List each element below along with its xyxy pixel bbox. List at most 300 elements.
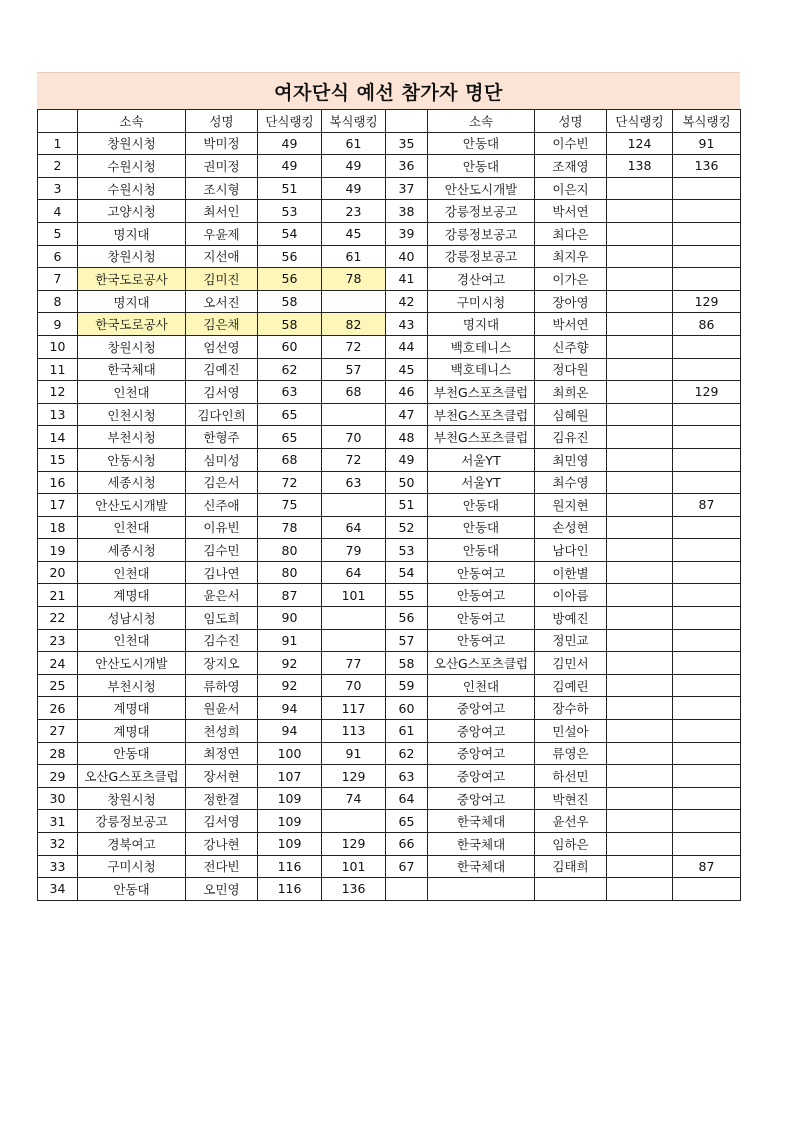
row-number: 24 [38,652,78,675]
row-number: 41 [386,268,428,291]
row-number: 60 [386,697,428,720]
row-number: 65 [386,810,428,833]
row-number: 17 [38,494,78,517]
team-cell: 안동대 [78,742,186,765]
row-number: 45 [386,358,428,381]
double-rank-cell [673,516,741,539]
double-rank-cell [322,290,386,313]
name-cell: 방예진 [535,607,607,630]
row-number: 48 [386,426,428,449]
row-number: 4 [38,200,78,223]
double-rank-cell: 57 [322,358,386,381]
row-number: 8 [38,290,78,313]
table-row [38,674,741,697]
double-rank-cell: 74 [322,787,386,810]
single-rank-cell: 58 [258,313,322,336]
double-rank-cell: 91 [322,742,386,765]
row-number: 34 [38,878,78,901]
double-rank-cell [673,697,741,720]
name-cell: 최희온 [535,381,607,404]
single-rank-cell [607,448,673,471]
row-number: 35 [386,132,428,155]
name-cell: 최수영 [535,471,607,494]
row-number: 15 [38,448,78,471]
single-rank-cell [607,200,673,223]
team-cell: 안산도시개발 [428,177,535,200]
single-rank-cell: 92 [258,674,322,697]
row-number: 51 [386,494,428,517]
single-rank-cell: 49 [258,155,322,178]
single-rank-cell [607,833,673,856]
row-number: 37 [386,177,428,200]
double-rank-cell: 82 [322,313,386,336]
double-rank-cell: 129 [322,833,386,856]
team-cell: 부천G스포츠클럽 [428,381,535,404]
table-row [38,787,741,810]
name-cell: 오서진 [186,290,258,313]
name-cell: 최민영 [535,448,607,471]
single-rank-cell [607,268,673,291]
team-cell: 인천대 [428,674,535,697]
name-cell: 김서영 [186,381,258,404]
double-rank-cell: 70 [322,674,386,697]
header-double-rank: 복식랭킹 [673,110,741,133]
row-number: 9 [38,313,78,336]
name-cell: 김민서 [535,652,607,675]
name-cell: 김은채 [186,313,258,336]
team-cell: 안동대 [428,155,535,178]
row-number: 36 [386,155,428,178]
row-number [386,878,428,901]
double-rank-cell: 129 [322,765,386,788]
team-cell: 한국체대 [78,358,186,381]
name-cell: 엄선영 [186,335,258,358]
team-cell: 창원시청 [78,245,186,268]
row-number: 43 [386,313,428,336]
team-cell: 부천시청 [78,426,186,449]
team-cell: 백호테니스 [428,358,535,381]
team-cell: 중앙여고 [428,742,535,765]
team-cell: 인천대 [78,381,186,404]
team-cell: 창원시청 [78,132,186,155]
double-rank-cell [673,584,741,607]
team-cell: 중앙여고 [428,765,535,788]
team-cell: 창원시청 [78,787,186,810]
double-rank-cell [673,561,741,584]
team-cell: 세종시청 [78,539,186,562]
team-cell: 안동대 [78,878,186,901]
team-cell: 한국체대 [428,833,535,856]
table-row [38,833,741,856]
double-rank-cell: 23 [322,200,386,223]
page-title: 여자단식 예선 참가자 명단 [37,72,740,109]
single-rank-cell: 65 [258,403,322,426]
row-number: 47 [386,403,428,426]
team-cell: 안동시청 [78,448,186,471]
double-rank-cell: 101 [322,855,386,878]
double-rank-cell [673,833,741,856]
team-cell: 경산여고 [428,268,535,291]
row-number: 56 [386,607,428,630]
name-cell: 김은서 [186,471,258,494]
header-no [38,110,78,133]
row-number: 12 [38,381,78,404]
single-rank-cell: 78 [258,516,322,539]
double-rank-cell [673,539,741,562]
single-rank-cell: 124 [607,132,673,155]
team-cell: 중앙여고 [428,720,535,743]
team-cell: 중앙여고 [428,787,535,810]
header-single-rank: 단식랭킹 [258,110,322,133]
single-rank-cell: 65 [258,426,322,449]
name-cell: 최다은 [535,222,607,245]
double-rank-cell [322,629,386,652]
name-cell: 김수민 [186,539,258,562]
single-rank-cell: 80 [258,561,322,584]
double-rank-cell: 87 [673,494,741,517]
team-cell: 오산G스포츠클럽 [428,652,535,675]
single-rank-cell [607,720,673,743]
team-cell: 인천대 [78,561,186,584]
table-row [38,561,741,584]
team-cell: 부천G스포츠클럽 [428,403,535,426]
row-number: 6 [38,245,78,268]
row-number: 62 [386,742,428,765]
table-row [38,381,741,404]
team-cell: 부천G스포츠클럽 [428,426,535,449]
single-rank-cell [607,516,673,539]
row-number: 18 [38,516,78,539]
row-number: 27 [38,720,78,743]
team-cell: 안동여고 [428,561,535,584]
table-row [38,607,741,630]
table-row [38,810,741,833]
row-number: 10 [38,335,78,358]
single-rank-cell [607,697,673,720]
name-cell: 김수진 [186,629,258,652]
single-rank-cell: 109 [258,833,322,856]
table-row [38,177,741,200]
single-rank-cell: 90 [258,607,322,630]
double-rank-cell [673,607,741,630]
header-no [386,110,428,133]
table-row [38,313,741,336]
row-number: 50 [386,471,428,494]
name-cell: 박서연 [535,313,607,336]
double-rank-cell: 87 [673,855,741,878]
team-cell: 안동대 [428,539,535,562]
single-rank-cell: 75 [258,494,322,517]
name-cell: 정다원 [535,358,607,381]
name-cell: 강나현 [186,833,258,856]
table-row [38,652,741,675]
double-rank-cell: 101 [322,584,386,607]
team-cell: 안동여고 [428,607,535,630]
row-number: 23 [38,629,78,652]
double-rank-cell [322,403,386,426]
row-number: 57 [386,629,428,652]
single-rank-cell: 94 [258,697,322,720]
team-cell: 구미시청 [428,290,535,313]
double-rank-cell [673,426,741,449]
single-rank-cell: 72 [258,471,322,494]
double-rank-cell [673,720,741,743]
team-cell: 경북여고 [78,833,186,856]
double-rank-cell: 64 [322,561,386,584]
row-number: 31 [38,810,78,833]
row-number: 1 [38,132,78,155]
header-team: 소속 [428,110,535,133]
single-rank-cell: 56 [258,245,322,268]
double-rank-cell: 64 [322,516,386,539]
single-rank-cell: 91 [258,629,322,652]
single-rank-cell: 94 [258,720,322,743]
table-row [38,584,741,607]
table-row [38,539,741,562]
row-number: 11 [38,358,78,381]
name-cell: 김유진 [535,426,607,449]
team-cell: 한국체대 [428,810,535,833]
single-rank-cell [607,584,673,607]
name-cell: 천성희 [186,720,258,743]
double-rank-cell [322,810,386,833]
double-rank-cell: 49 [322,177,386,200]
team-cell: 안산도시개발 [78,494,186,517]
row-number: 32 [38,833,78,856]
name-cell: 김나연 [186,561,258,584]
name-cell: 김태희 [535,855,607,878]
row-number: 2 [38,155,78,178]
double-rank-cell [673,471,741,494]
team-cell: 세종시청 [78,471,186,494]
name-cell: 김다인희 [186,403,258,426]
team-cell: 명지대 [78,290,186,313]
single-rank-cell [607,742,673,765]
double-rank-cell [322,607,386,630]
double-rank-cell [673,448,741,471]
single-rank-cell [607,607,673,630]
table-row [38,290,741,313]
team-cell: 강릉정보공고 [428,245,535,268]
table-row [38,222,741,245]
table-row [38,268,741,291]
single-rank-cell [607,494,673,517]
row-number: 49 [386,448,428,471]
team-cell: 구미시청 [78,855,186,878]
double-rank-cell: 86 [673,313,741,336]
table-row [38,335,741,358]
team-cell [428,878,535,901]
single-rank-cell: 49 [258,132,322,155]
single-rank-cell: 116 [258,878,322,901]
single-rank-cell [607,358,673,381]
single-rank-cell [607,313,673,336]
table-row [38,855,741,878]
row-number: 52 [386,516,428,539]
double-rank-cell: 129 [673,290,741,313]
double-rank-cell: 72 [322,448,386,471]
double-rank-cell [673,787,741,810]
name-cell: 박서연 [535,200,607,223]
name-cell: 최지우 [535,245,607,268]
single-rank-cell [607,674,673,697]
name-cell: 한형주 [186,426,258,449]
team-cell: 안동대 [428,132,535,155]
double-rank-cell: 49 [322,155,386,178]
team-cell: 한국도로공사 [78,313,186,336]
double-rank-cell: 77 [322,652,386,675]
name-cell: 김예린 [535,674,607,697]
name-cell: 심혜원 [535,403,607,426]
name-cell: 원지현 [535,494,607,517]
row-number: 28 [38,742,78,765]
single-rank-cell [607,471,673,494]
single-rank-cell [607,177,673,200]
table-body [38,132,741,900]
row-number: 46 [386,381,428,404]
name-cell: 김미진 [186,268,258,291]
double-rank-cell: 117 [322,697,386,720]
name-cell: 오민영 [186,878,258,901]
name-cell: 임하은 [535,833,607,856]
single-rank-cell: 54 [258,222,322,245]
single-rank-cell: 56 [258,268,322,291]
single-rank-cell: 116 [258,855,322,878]
table-row [38,720,741,743]
name-cell: 원윤서 [186,697,258,720]
single-rank-cell: 92 [258,652,322,675]
single-rank-cell: 138 [607,155,673,178]
row-number: 54 [386,561,428,584]
team-cell: 계명대 [78,584,186,607]
single-rank-cell [607,652,673,675]
team-cell: 강릉정보공고 [78,810,186,833]
row-number: 13 [38,403,78,426]
team-cell: 수원시청 [78,177,186,200]
double-rank-cell: 72 [322,335,386,358]
double-rank-cell: 91 [673,132,741,155]
header-name: 성명 [186,110,258,133]
name-cell: 김예진 [186,358,258,381]
name-cell: 이유빈 [186,516,258,539]
double-rank-cell [673,200,741,223]
table-row [38,155,741,178]
name-cell: 이한별 [535,561,607,584]
single-rank-cell [607,629,673,652]
team-cell: 창원시청 [78,335,186,358]
header-team: 소속 [78,110,186,133]
single-rank-cell [607,290,673,313]
single-rank-cell [607,765,673,788]
participant-table [37,109,741,901]
row-number: 64 [386,787,428,810]
row-number: 59 [386,674,428,697]
name-cell: 손성현 [535,516,607,539]
name-cell: 최정연 [186,742,258,765]
row-number: 16 [38,471,78,494]
team-cell: 계명대 [78,697,186,720]
team-cell: 안동여고 [428,629,535,652]
team-cell: 명지대 [78,222,186,245]
table-row [38,516,741,539]
double-rank-cell: 79 [322,539,386,562]
single-rank-cell [607,561,673,584]
double-rank-cell [673,878,741,901]
table-row [38,471,741,494]
row-number: 40 [386,245,428,268]
team-cell: 한국도로공사 [78,268,186,291]
name-cell: 이가은 [535,268,607,291]
single-rank-cell [607,878,673,901]
team-cell: 한국체대 [428,855,535,878]
name-cell: 김서영 [186,810,258,833]
row-number: 38 [386,200,428,223]
row-number: 42 [386,290,428,313]
table-row [38,697,741,720]
single-rank-cell: 80 [258,539,322,562]
row-number: 19 [38,539,78,562]
team-cell: 인천대 [78,629,186,652]
single-rank-cell: 62 [258,358,322,381]
row-number: 26 [38,697,78,720]
double-rank-cell [673,742,741,765]
team-cell: 서울YT [428,448,535,471]
table-row [38,403,741,426]
single-rank-cell [607,426,673,449]
double-rank-cell [673,177,741,200]
team-cell: 안산도시개발 [78,652,186,675]
row-number: 53 [386,539,428,562]
name-cell: 신주애 [186,494,258,517]
team-cell: 강릉정보공고 [428,222,535,245]
double-rank-cell: 70 [322,426,386,449]
single-rank-cell [607,403,673,426]
double-rank-cell [673,403,741,426]
row-number: 25 [38,674,78,697]
name-cell: 이은지 [535,177,607,200]
header-row [38,110,741,133]
name-cell: 이아름 [535,584,607,607]
name-cell: 이수빈 [535,132,607,155]
name-cell: 전다빈 [186,855,258,878]
team-cell: 오산G스포츠클럽 [78,765,186,788]
double-rank-cell [673,335,741,358]
single-rank-cell [607,855,673,878]
single-rank-cell [607,245,673,268]
double-rank-cell [673,629,741,652]
single-rank-cell [607,810,673,833]
name-cell: 임도희 [186,607,258,630]
table-row [38,426,741,449]
row-number: 3 [38,177,78,200]
team-cell: 인천대 [78,516,186,539]
team-cell: 명지대 [428,313,535,336]
name-cell: 류하영 [186,674,258,697]
team-cell: 부천시청 [78,674,186,697]
double-rank-cell [673,245,741,268]
team-cell: 고양시청 [78,200,186,223]
single-rank-cell [607,335,673,358]
name-cell: 정민교 [535,629,607,652]
row-number: 30 [38,787,78,810]
name-cell: 류영은 [535,742,607,765]
double-rank-cell [673,674,741,697]
name-cell: 장수하 [535,697,607,720]
table-row [38,742,741,765]
name-cell: 정한결 [186,787,258,810]
name-cell: 하선민 [535,765,607,788]
name-cell: 권미정 [186,155,258,178]
